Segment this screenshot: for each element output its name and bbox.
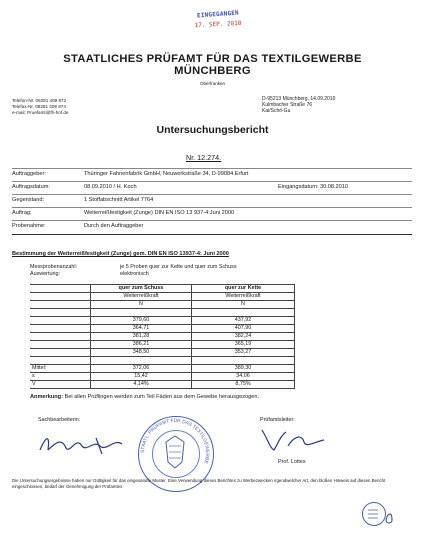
report-number: Nr. 12.274. <box>186 153 222 162</box>
value-cell: 365,19 <box>192 341 295 349</box>
value-cell: 382,24 <box>192 333 295 341</box>
column-subheader: Weiterreißkraft <box>91 293 192 301</box>
stat-label: s <box>30 373 91 381</box>
field-row-subject <box>12 195 412 207</box>
value-cell: 34,06 <box>192 373 295 381</box>
note <box>30 394 259 401</box>
value-cell: 407,90 <box>192 325 295 333</box>
table-header-row <box>30 285 295 293</box>
report-title: Untersuchungsbericht <box>156 124 269 136</box>
stats-row-mean <box>30 365 295 373</box>
org-name-line1: STAATLICHES PRÜFAMT FÜR DAS TEXTILGEWERBE <box>63 53 362 65</box>
evaluation-text: elektronisch <box>120 271 149 277</box>
reference-code: Kai/Schö-Gu <box>262 108 291 114</box>
stat-label: Mittel: <box>30 365 91 373</box>
field-row-order <box>12 208 412 220</box>
field-label: Gegenstand: <box>12 197 45 203</box>
stats-row-v <box>30 381 295 389</box>
value-cell: 364,71 <box>91 325 192 333</box>
field-row-order-date <box>12 182 412 194</box>
value-cell: 437,92 <box>192 317 295 325</box>
street-address: Kulmbacher Straße 76 <box>262 102 313 108</box>
value-cell: 353,27 <box>192 349 295 357</box>
table-subheader-row <box>30 293 295 301</box>
received-stamp-date: 17. SEP. 2010 <box>194 19 242 30</box>
field-label: Probenahme: <box>12 223 46 229</box>
divider <box>12 234 412 235</box>
table-spacer-row <box>30 357 295 365</box>
value-cell: 381,28 <box>91 333 192 341</box>
sample-count-text: je 5 Proben quer zur Kette und quer zum Schuss <box>120 264 237 270</box>
value-cell: 372,06 <box>91 365 192 373</box>
field-row-client <box>12 169 412 181</box>
value-cell: 4,14% <box>91 381 192 389</box>
unit-cell: N <box>192 301 295 309</box>
sample-count-label: Messprobenanzahl: <box>30 264 78 270</box>
stats-row-s <box>30 373 295 381</box>
place-date: D-95213 Münchberg, 14.09.2010 <box>262 96 336 102</box>
table-row <box>30 325 295 333</box>
contact-left <box>12 98 69 116</box>
table-row <box>30 333 295 341</box>
receipt-date: Eingangsdatum: 30.08.2010 <box>278 184 348 190</box>
table-row <box>30 349 295 357</box>
contact-right <box>262 96 335 114</box>
stat-label: V <box>30 381 91 389</box>
table-row <box>30 341 295 349</box>
field-label: Auftraggeber: <box>12 171 46 177</box>
field-value: Weiterreißfestigkeit (Zunge) DIN EN ISO 13 937-4:Juni 2000 <box>84 210 235 216</box>
svg-text:STAATL. PRÜFAMT FÜR DAS TEXTIL: STAATL. PRÜFAMT FÜR DAS TEXTILGEWERBE <box>140 418 210 464</box>
head-name: Prof. Lottes <box>278 459 306 465</box>
field-row-sampling <box>12 221 412 233</box>
received-stamp-label: EINGEGANGEN <box>196 9 240 20</box>
field-value: 1 Stoffabschnitt Artikel 7764 <box>84 197 154 203</box>
section-heading: Bestimmung der Weiterreißfestigkeit (Zunge) gem. DIN EN ISO 13937-4: Juni 2000 <box>12 251 229 257</box>
head-label: Prüfamtsleiter: <box>260 417 295 423</box>
received-stamp <box>188 10 248 30</box>
field-value: Thüringer Fahnenfabrik GmbH, Neuwerkstraße 34, D-99084 Erfurt <box>84 171 249 177</box>
value-cell: 348,50 <box>91 349 192 357</box>
value-cell: 15,42 <box>91 373 192 381</box>
column-subheader: Weiterreißkraft <box>192 293 295 301</box>
field-label: Auftrag: <box>12 210 32 216</box>
table-unit-row <box>30 301 295 309</box>
email-address: e-mail: Pruefamt@fh-hof.de <box>12 110 69 115</box>
fax-number: Telefax-Nr. 09281 409 874 <box>12 104 66 109</box>
column-header: quer zur Kette <box>192 285 295 293</box>
value-cell: 386,21 <box>91 341 192 349</box>
field-label: Auftragsdatum: <box>12 184 50 190</box>
field-value: 08.09.2010 / H. Koch <box>84 184 137 190</box>
results-table <box>30 284 295 389</box>
small-seal-mark <box>362 502 398 526</box>
head-signature <box>258 426 338 454</box>
value-cell: 8,75% <box>192 381 295 389</box>
value-cell: 379,60 <box>91 317 192 325</box>
note-label: Anmerkung: <box>30 394 63 400</box>
clerk-label: Sachbearbeiterin: <box>38 417 81 423</box>
value-cell: 389,30 <box>192 365 295 373</box>
note-text: Bei allen Prüflingen werden zum Teil Fäden aus dem Gewebe herausgezogen. <box>64 394 260 400</box>
column-header: quer zum Schuss <box>91 285 192 293</box>
org-region: Oberfranken <box>199 81 225 86</box>
clerk-signature <box>36 428 136 458</box>
table-spacer-row <box>30 309 295 317</box>
table-row <box>30 317 295 325</box>
disclaimer-footer: Die Untersuchungsergebnisse haben nur Gültigkeit für das eingesandte Muster. Eine Verwendung dieses Berichtes zu Werbezwecken irgendwelcher Art, den bloßen Hinweis auf diesen Bericht eingeschlossen, bedarf der Genehmigung der Prüfamtes <box>12 478 386 489</box>
field-value: Durch den Auftraggeber <box>84 223 144 229</box>
evaluation-label: Auswertung: <box>30 271 60 277</box>
phone-number: Telefon-Nr. 09281 409 872 <box>12 98 67 103</box>
unit-cell: N <box>91 301 192 309</box>
org-name-line2: MÜNCHBERG <box>174 65 251 77</box>
